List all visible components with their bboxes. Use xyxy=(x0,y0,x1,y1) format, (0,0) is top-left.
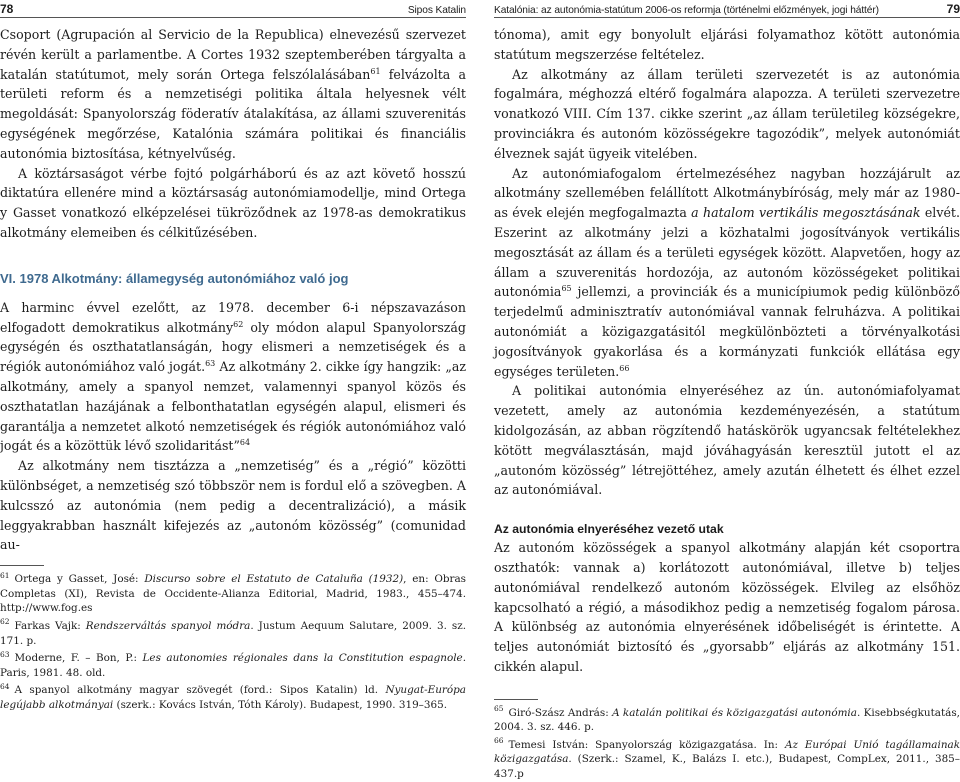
footnote: $^{62}$ Farkas Vajk: Rendszerváltás spanyol módra. Justum Aequum Salutare, 2009. 3. sz. 171. p. xyxy=(0,617,466,647)
footnote-ref: 63 xyxy=(205,358,216,368)
body-paragraph: tónoma), amit egy bonyolult eljárási folyamathoz kötött autonómia statútum megszerzése feltételez. xyxy=(494,27,960,62)
body-paragraph: Az autonóm közösségek a spanyol alkotmány alapján két csoportra oszthatók: vannak a) korlátozott autonómiával, illetve b) teljes autonómiával rendelkező autonóm közösségek. Elvileg az elsőhöz kapcsolható a régió, a másodikhoz pedig a nemzetiség fogalom párosa. A különbség az autonómia elnyerésének időbeliségét is érintette. A teljes autonómiát biztosító és „gyorsabb” eljárás az alkotmány 151. cikkén alapul. xyxy=(494,540,960,674)
body-paragraph: A politikai autonómia elnyeréséhez az ún. autonómiafolyamat vezetett, amely az autonómia kezdeményezésén, a statútum kidolgozásán, az abban rögzítendő hatáskörök ugyancsak feltételekhez kötött megválasztásán, majd jóváhagyásán keresztül jutott el az „autonóm közösség” létrejöttéhez, amely azután élhetett és élhet ezzel az autonómiával. xyxy=(494,383,960,498)
footnote: $^{61}$ Ortega y Gasset, José: Discurso sobre el Estatuto de Cataluña (1932), en: Obras Completas (XI), Revista de Occidente-Alianza Editorial, Madrid, 1983., 455–474. http://www.fog.es xyxy=(0,570,466,615)
sub-heading: Az autonómia elnyeréséhez vezető utak xyxy=(494,522,724,537)
footnote-ref: 66 xyxy=(619,363,630,373)
footnote-ref: 61 xyxy=(370,66,381,76)
body-paragraph: Csoport (Agrupación al Servicio de la Republica) elnevezésű szervezet révén került a parlamentbe. A Cortes 1932 szeptemberében tárgyalta a katalán statútumot, mely során Ortega felszólalásában$^{61}$ felvázolta a területi reform és a nemzetiségi politika általa helyesnek vélt megoldását: Spanyolország föderatív átalakítása, az állami szuverenitás egységének megőrzése, Katalónia számára politikai és financiális autonómia biztosítása, kétnyelvűség. xyxy=(0,27,466,161)
body-paragraph: Az alkotmány az állam területi szervezetét is az autonómia fogalmára, méghozzá eltérő fogalmára alapozza. A területi szervezetre vonatkozó VIII. Cím 137. cikke szerint „az állam területileg községekre, provinciákra és autonóm közösségekre tagozódik”, melyek autonómiát élveznek saját ügyeik vitelében. xyxy=(494,66,960,161)
running-head-title: Katalónia: az autonómia-statútum 2006-os reformja (történelmi előzmények, jogi háttér) xyxy=(494,5,879,16)
running-head-left xyxy=(0,0,466,18)
footnote-ref: 65 xyxy=(561,284,572,294)
page-number: 78 xyxy=(0,2,14,16)
right-page xyxy=(494,0,960,781)
body-paragraph: A köztársaságot vérbe fojtó polgárháború és az azt követő hosszú diktatúra ellenére mind a köztársaság autonómiamodellje, mind Ortega y Gasset vonatkozó elképzelései tükröződnek az 1978-as demokratikus alkotmány elemeiben és célkitűzésében. xyxy=(0,165,466,240)
footnote-ref: 64 xyxy=(239,438,251,448)
page-number: 79 xyxy=(946,2,960,16)
footnote: $^{64}$ A spanyol alkotmány magyar szövegét (ford.: Sipos Katalin) ld. Nyugat-Európa legújabb alkotmányai (szerk.: Kovács István, Tóth Károly). Budapest, 1990. 319–365. xyxy=(0,681,466,711)
footnote-divider xyxy=(494,699,538,700)
body-paragraph: Az autonómiafogalom értelmezéséhez nagyban hozzájárult az alkotmány szellemében felállított Alkotmánybíróság, mely már az 1980-as évek elején megfogalmazta a hatalom vertikális megosztásának elvét. Eszerint az alkotmány jelzi a közhatalmi jogosítványok vertikális megosztását az állam és a területi egységek között. Alapvetően, hogy az állam a szuverenitás hordozója, az autonóm közösségeket politikai autonómia$^{65}$ jellemzi, a provinciák és a municípiumok pedig különböző terjedelmű adminisztratív autonómiával vannak felruházva. A politikai autonómiát a közigazgatásitól megkülönbözteti a törvényalkotási jogosítványok gyakorlása és a kormányzati funkciók ellátása egy egységes területen.$^{66}$ xyxy=(494,165,960,379)
body-paragraph: Az alkotmány nem tisztázza a „nemzetiség” és a „régió” közötti különbséget, a nemzetiség szó többször nem is fordul elő a szövegben. A kulcsszó az autonómia (nem pedig a decentralizáció), a másik leggyakrabban használt kifejezés az „autonóm közösség” (comunidad au- xyxy=(0,458,466,553)
footnote: $^{65}$ Giró-Szász András: A katalán politikai és közigazgatási autonómia. Kisebbségkutatás, 2004. 3. sz. 446. p. xyxy=(494,704,960,734)
footnote-ref: 62 xyxy=(233,319,244,329)
footnote-divider xyxy=(0,565,44,566)
running-head-title: Sipos Katalin xyxy=(407,5,466,16)
section-heading: VI. 1978 Alkotmány: államegység autonómiához való jog xyxy=(0,270,349,286)
running-head-right xyxy=(494,0,960,18)
left-page xyxy=(0,0,466,711)
footnote: $^{66}$ Temesi István: Spanyolország közigazgatása. In: Az Európai Unió tagállamainak közigazgatása. (Szerk.: Szamel, K., Balázs I. etc.), Budapest, CompLex, 2011., 385–437.p xyxy=(494,736,960,781)
body-paragraph: A harminc évvel ezelőtt, az 1978. december 6-i népszavazáson elfogadott demokratikus alkotmány$^{62}$ oly módon alapul Spanyolország egységén és oszthatatlanságán, hogy elismeri a nemzetiségek és a régiók autonómiához való jogát.$^{63}$ Az alkotmány 2. cikke így hangzik: „az alkotmány, amely a spanyol nemzet, valamennyi spanyol közös és oszthatatlan hazájának a felbonthatatlan egységén alapul, elismeri és garantálja a nemzetet alkotó nemzetiségek és régiók autonómiához való jogát és a közöttük lévő szolidaritást”$^{64}$ xyxy=(0,299,466,454)
footnote: $^{63}$ Moderne, F. – Bon, P.: Les autonomies régionales dans la Constitution espagnole. Paris, 1981. 48. old. xyxy=(0,649,466,679)
